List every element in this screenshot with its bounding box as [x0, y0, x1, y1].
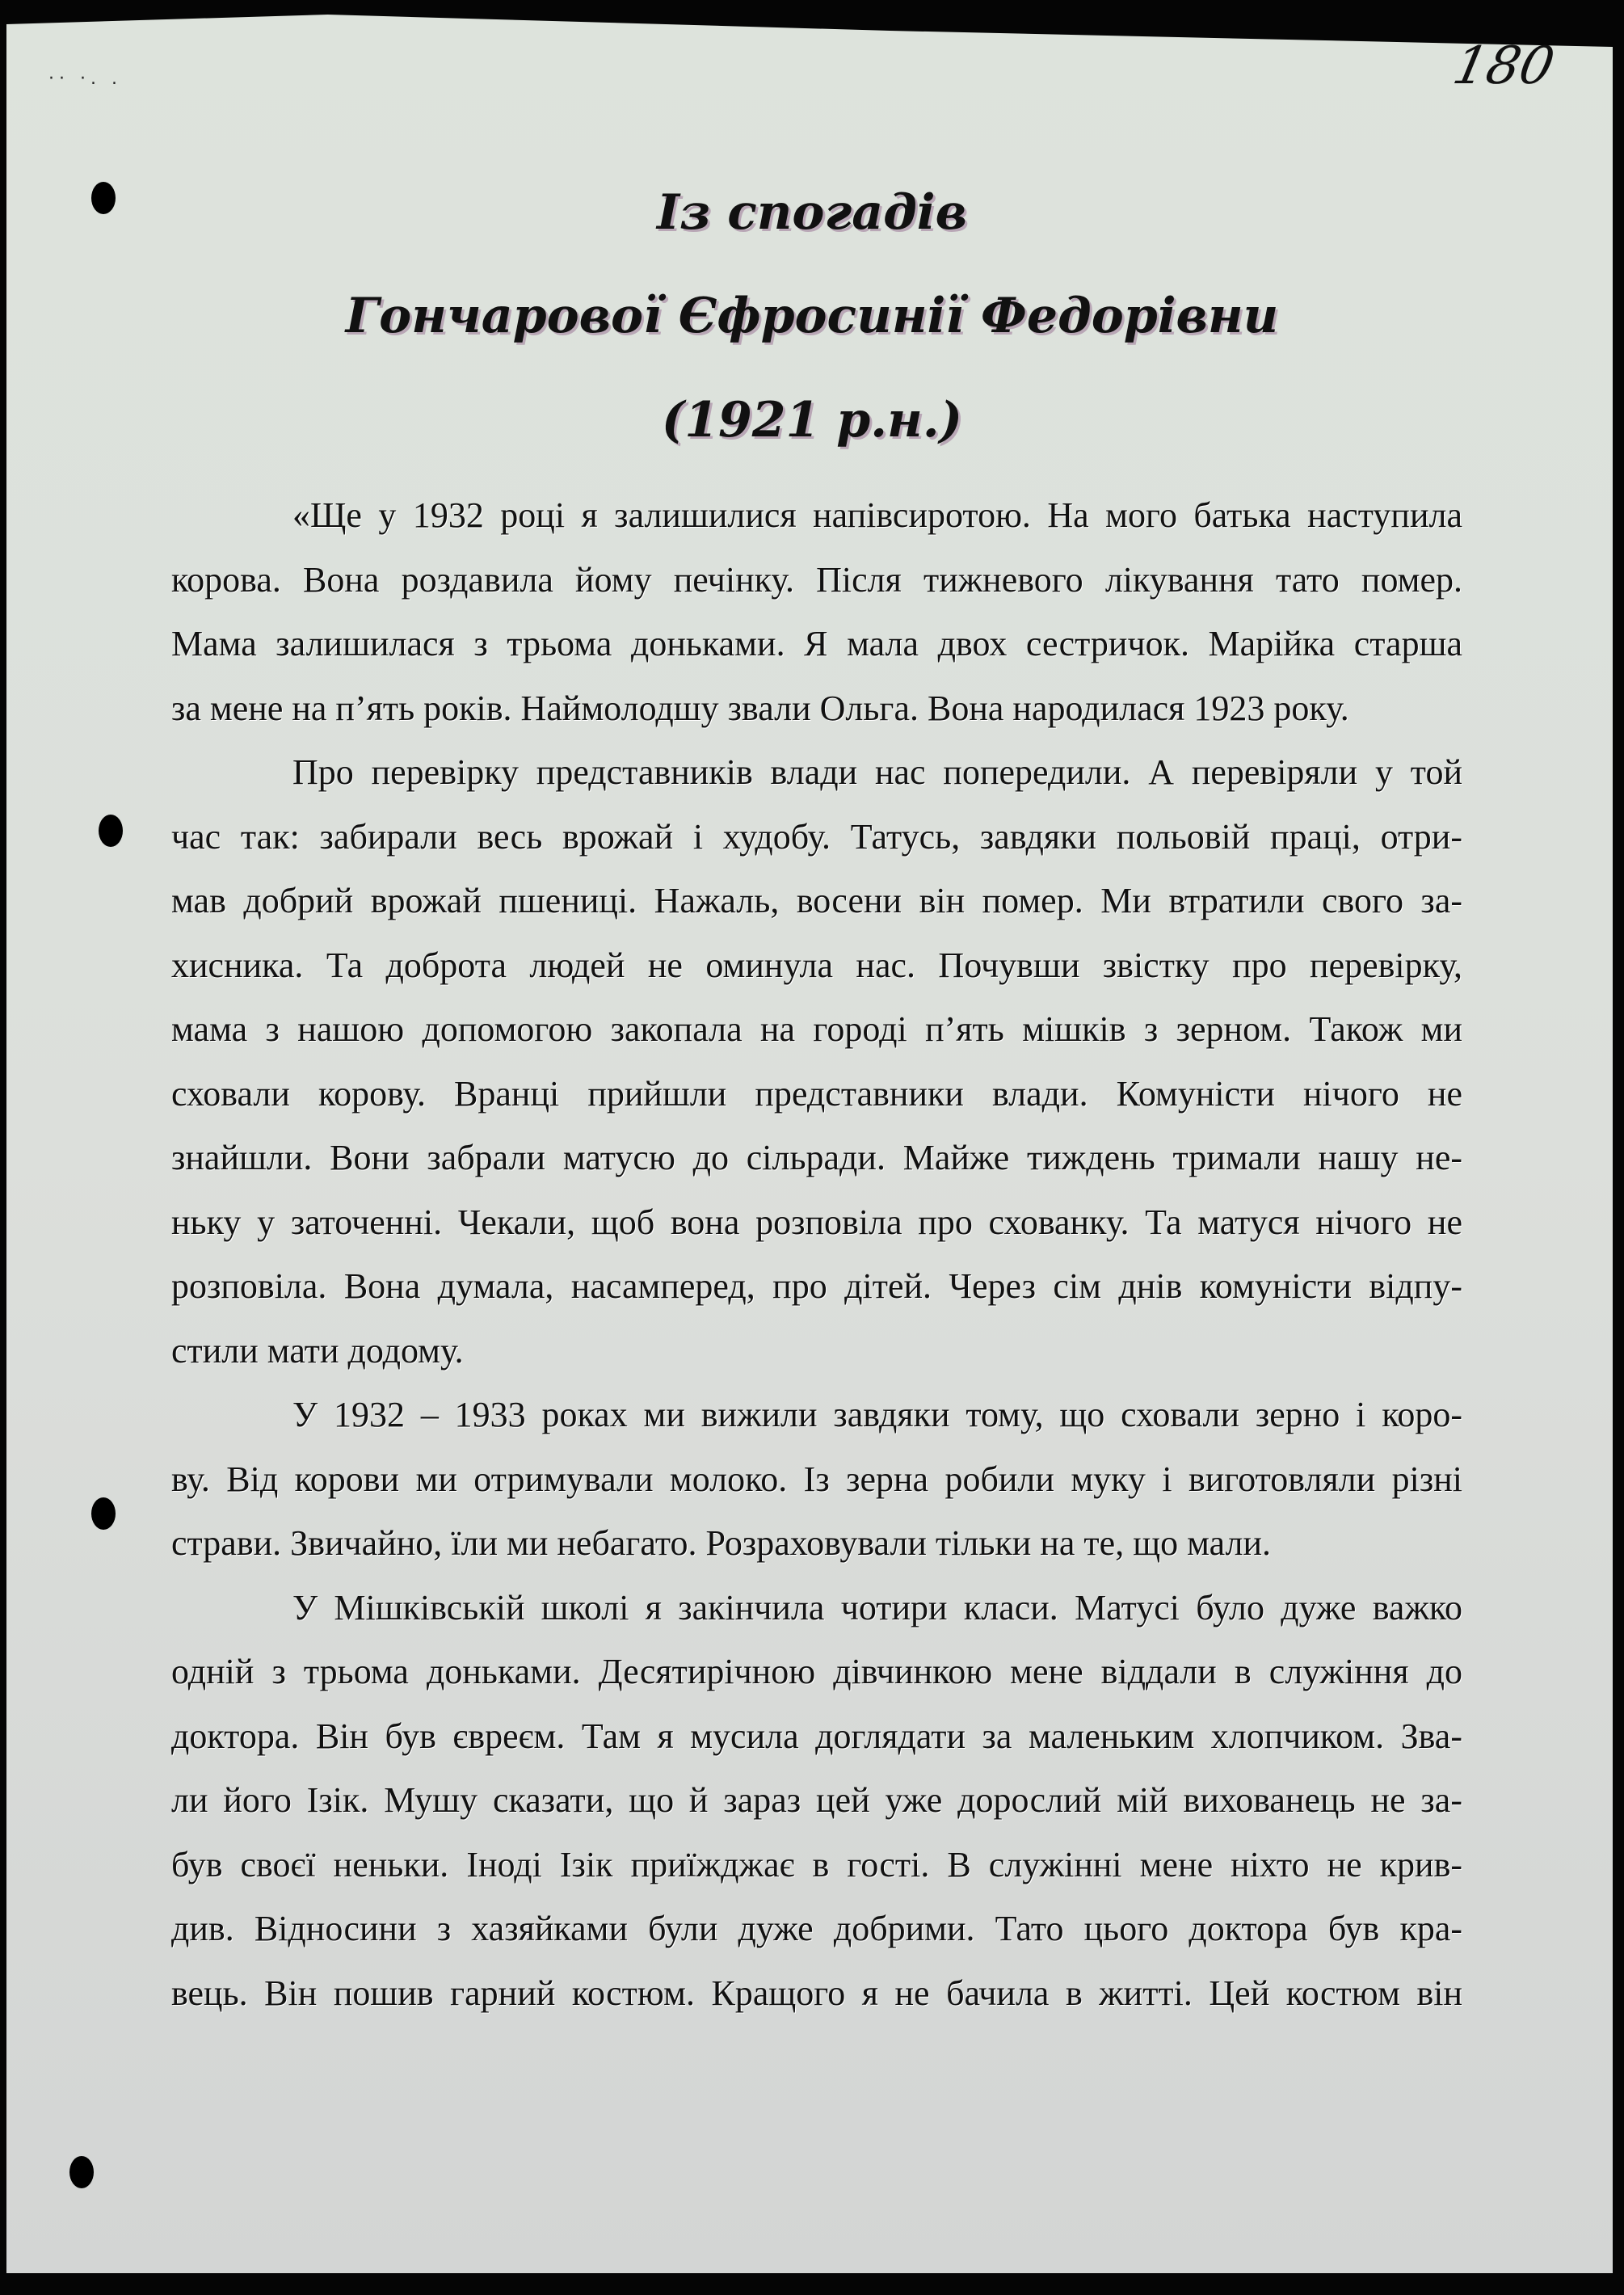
- text-line: «Ще у 1932 році я залишилися напівсиротою. На мого батька наступила: [292, 495, 1462, 535]
- text-line: страви. Звичайно, їли ми небагато. Розраховували тільки на те, що мали.: [171, 1523, 1272, 1563]
- text-line: одній з трьома доньками. Десятирічною дівчинкою мене віддали в служіння до: [171, 1652, 1462, 1691]
- memoir-text: [171, 483, 1462, 2025]
- text-line: Мама залишилася з трьома доньками. Я мала двох сестричок. Марійка старша: [171, 624, 1462, 663]
- text-line: У Мішківській школі я закінчила чотири класи. Матусі було дуже важко: [292, 1587, 1462, 1628]
- text-line: за мене на п’ять років. Наймолодшу звали Ольга. Вона народилася 1923 року.: [171, 688, 1349, 728]
- punch-hole: [69, 2156, 94, 2188]
- text-line: хисника. Та доброта людей не оминула нас. Почувши звістку про перевірку,: [171, 945, 1462, 985]
- text-line: див. Відносини з хазяйками були дуже добрими. Тато цього доктора був кра-: [171, 1909, 1462, 1948]
- title-line-3: (1921 р.н.): [661, 392, 963, 448]
- punch-hole: [91, 1497, 116, 1530]
- punch-hole: [99, 815, 123, 847]
- text-line: Про перевірку представників влади нас попередили. А перевіряли у той: [292, 752, 1462, 792]
- text-line: мав добрий врожай пшениці. Нажаль, восени він помер. Ми втратили свого за-: [171, 881, 1462, 920]
- text-line: ньку у заточенні. Чекали, щоб вона розповіла про схованку. Та матуся нічого не: [171, 1202, 1462, 1242]
- text-line: сховали корову. Вранці прийшли представники влади. Комуністи нічого не: [171, 1073, 1462, 1114]
- corner-marks: ·· ·. .: [48, 69, 122, 89]
- text-line: мама з нашою допомогою закопала на городі п’ять мішків з зерном. Також ми: [171, 1009, 1462, 1049]
- text-line: знайшли. Вони забрали матусю до сільради. Майже тиждень тримали нашу не-: [171, 1138, 1462, 1177]
- text-line: ву. Від корови ми отримували молоко. Із зерна робили муку і виготовляли різні: [171, 1459, 1462, 1499]
- text-line: доктора. Він був євреєм. Там я мусила доглядати за маленьким хлопчиком. Зва-: [171, 1716, 1462, 1756]
- text-line: розповіла. Вона думала, насамперед, про дітей. Через сім днів комуністи відпу-: [171, 1266, 1462, 1306]
- title-line-1: Із спогадів: [657, 184, 967, 241]
- text-line: У 1932 – 1933 роках ми вижили завдяки тому, що сховали зерно і коро-: [292, 1395, 1462, 1434]
- text-line: час так: забирали весь врожай і худобу. Татусь, завдяки польовій праці, отри-: [171, 816, 1462, 857]
- title-line-2: Гончарової Єфросинії Федорівни: [345, 288, 1279, 344]
- text-line: стили мати додому.: [171, 1330, 464, 1371]
- text-line: був своєї неньки. Іноді Ізік приїжджає в гості. В служінні мене ніхто не крив-: [171, 1844, 1462, 1884]
- text-line: вець. Він пошив гарний костюм. Кращого я не бачила в житті. Цей костюм він: [171, 1973, 1462, 2013]
- text-line: корова. Вона роздавила йому печінку. Після тижневого лікування тато помер.: [171, 559, 1462, 600]
- handwritten-page-number: 180: [1448, 36, 1560, 96]
- text-line: ли його Ізік. Мушу сказати, що й зараз цей уже дорослий мій вихованець не за-: [171, 1780, 1462, 1820]
